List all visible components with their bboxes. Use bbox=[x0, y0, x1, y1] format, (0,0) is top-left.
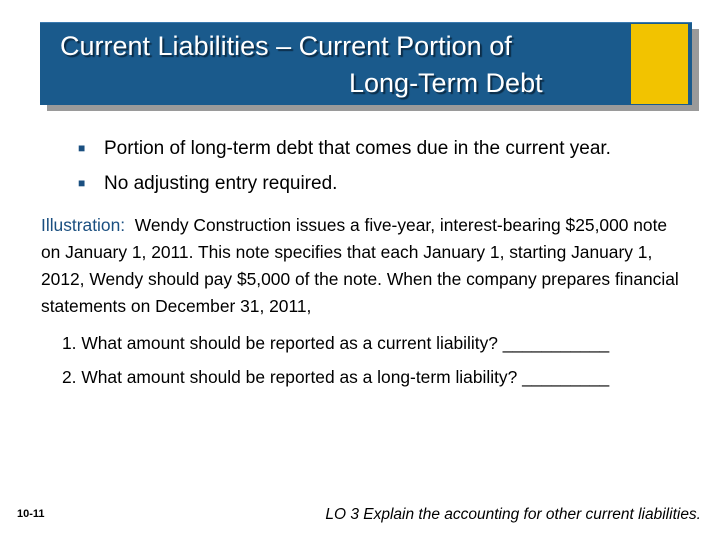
illustration-label: Illustration: bbox=[41, 215, 126, 235]
illustration-text: Wendy Construction issues a five-year, interest-bearing $25,000 note on January 1, 2011. This note specifies that each January 1, starting January 1, 2012, Wendy should pay $5,000 of the note. When the company prepares financial statements on December 31, 2011, bbox=[41, 215, 679, 316]
bullet-item bbox=[78, 138, 611, 160]
title-banner bbox=[40, 22, 692, 105]
title-line-1: Current Liabilities – Current Portion of bbox=[60, 31, 512, 61]
slide-number: 10-11 bbox=[17, 508, 45, 520]
bullet-text: Portion of long-term debt that comes due in the current year. bbox=[104, 138, 611, 159]
illustration-paragraph bbox=[41, 212, 681, 320]
bullet-text: No adjusting entry required. bbox=[104, 173, 338, 194]
bullet-item bbox=[78, 173, 337, 195]
learning-objective: LO 3 Explain the accounting for other current liabilities. bbox=[325, 506, 701, 523]
question-1: 1. What amount should be reported as a current liability? ___________ bbox=[62, 333, 610, 353]
title-accent-block bbox=[631, 24, 688, 104]
square-bullet-icon: ■ bbox=[78, 141, 86, 155]
question-2: 2. What amount should be reported as a long-term liability? _________ bbox=[62, 367, 610, 387]
title-line-2: Long-Term Debt bbox=[349, 68, 543, 98]
square-bullet-icon: ■ bbox=[78, 176, 86, 190]
